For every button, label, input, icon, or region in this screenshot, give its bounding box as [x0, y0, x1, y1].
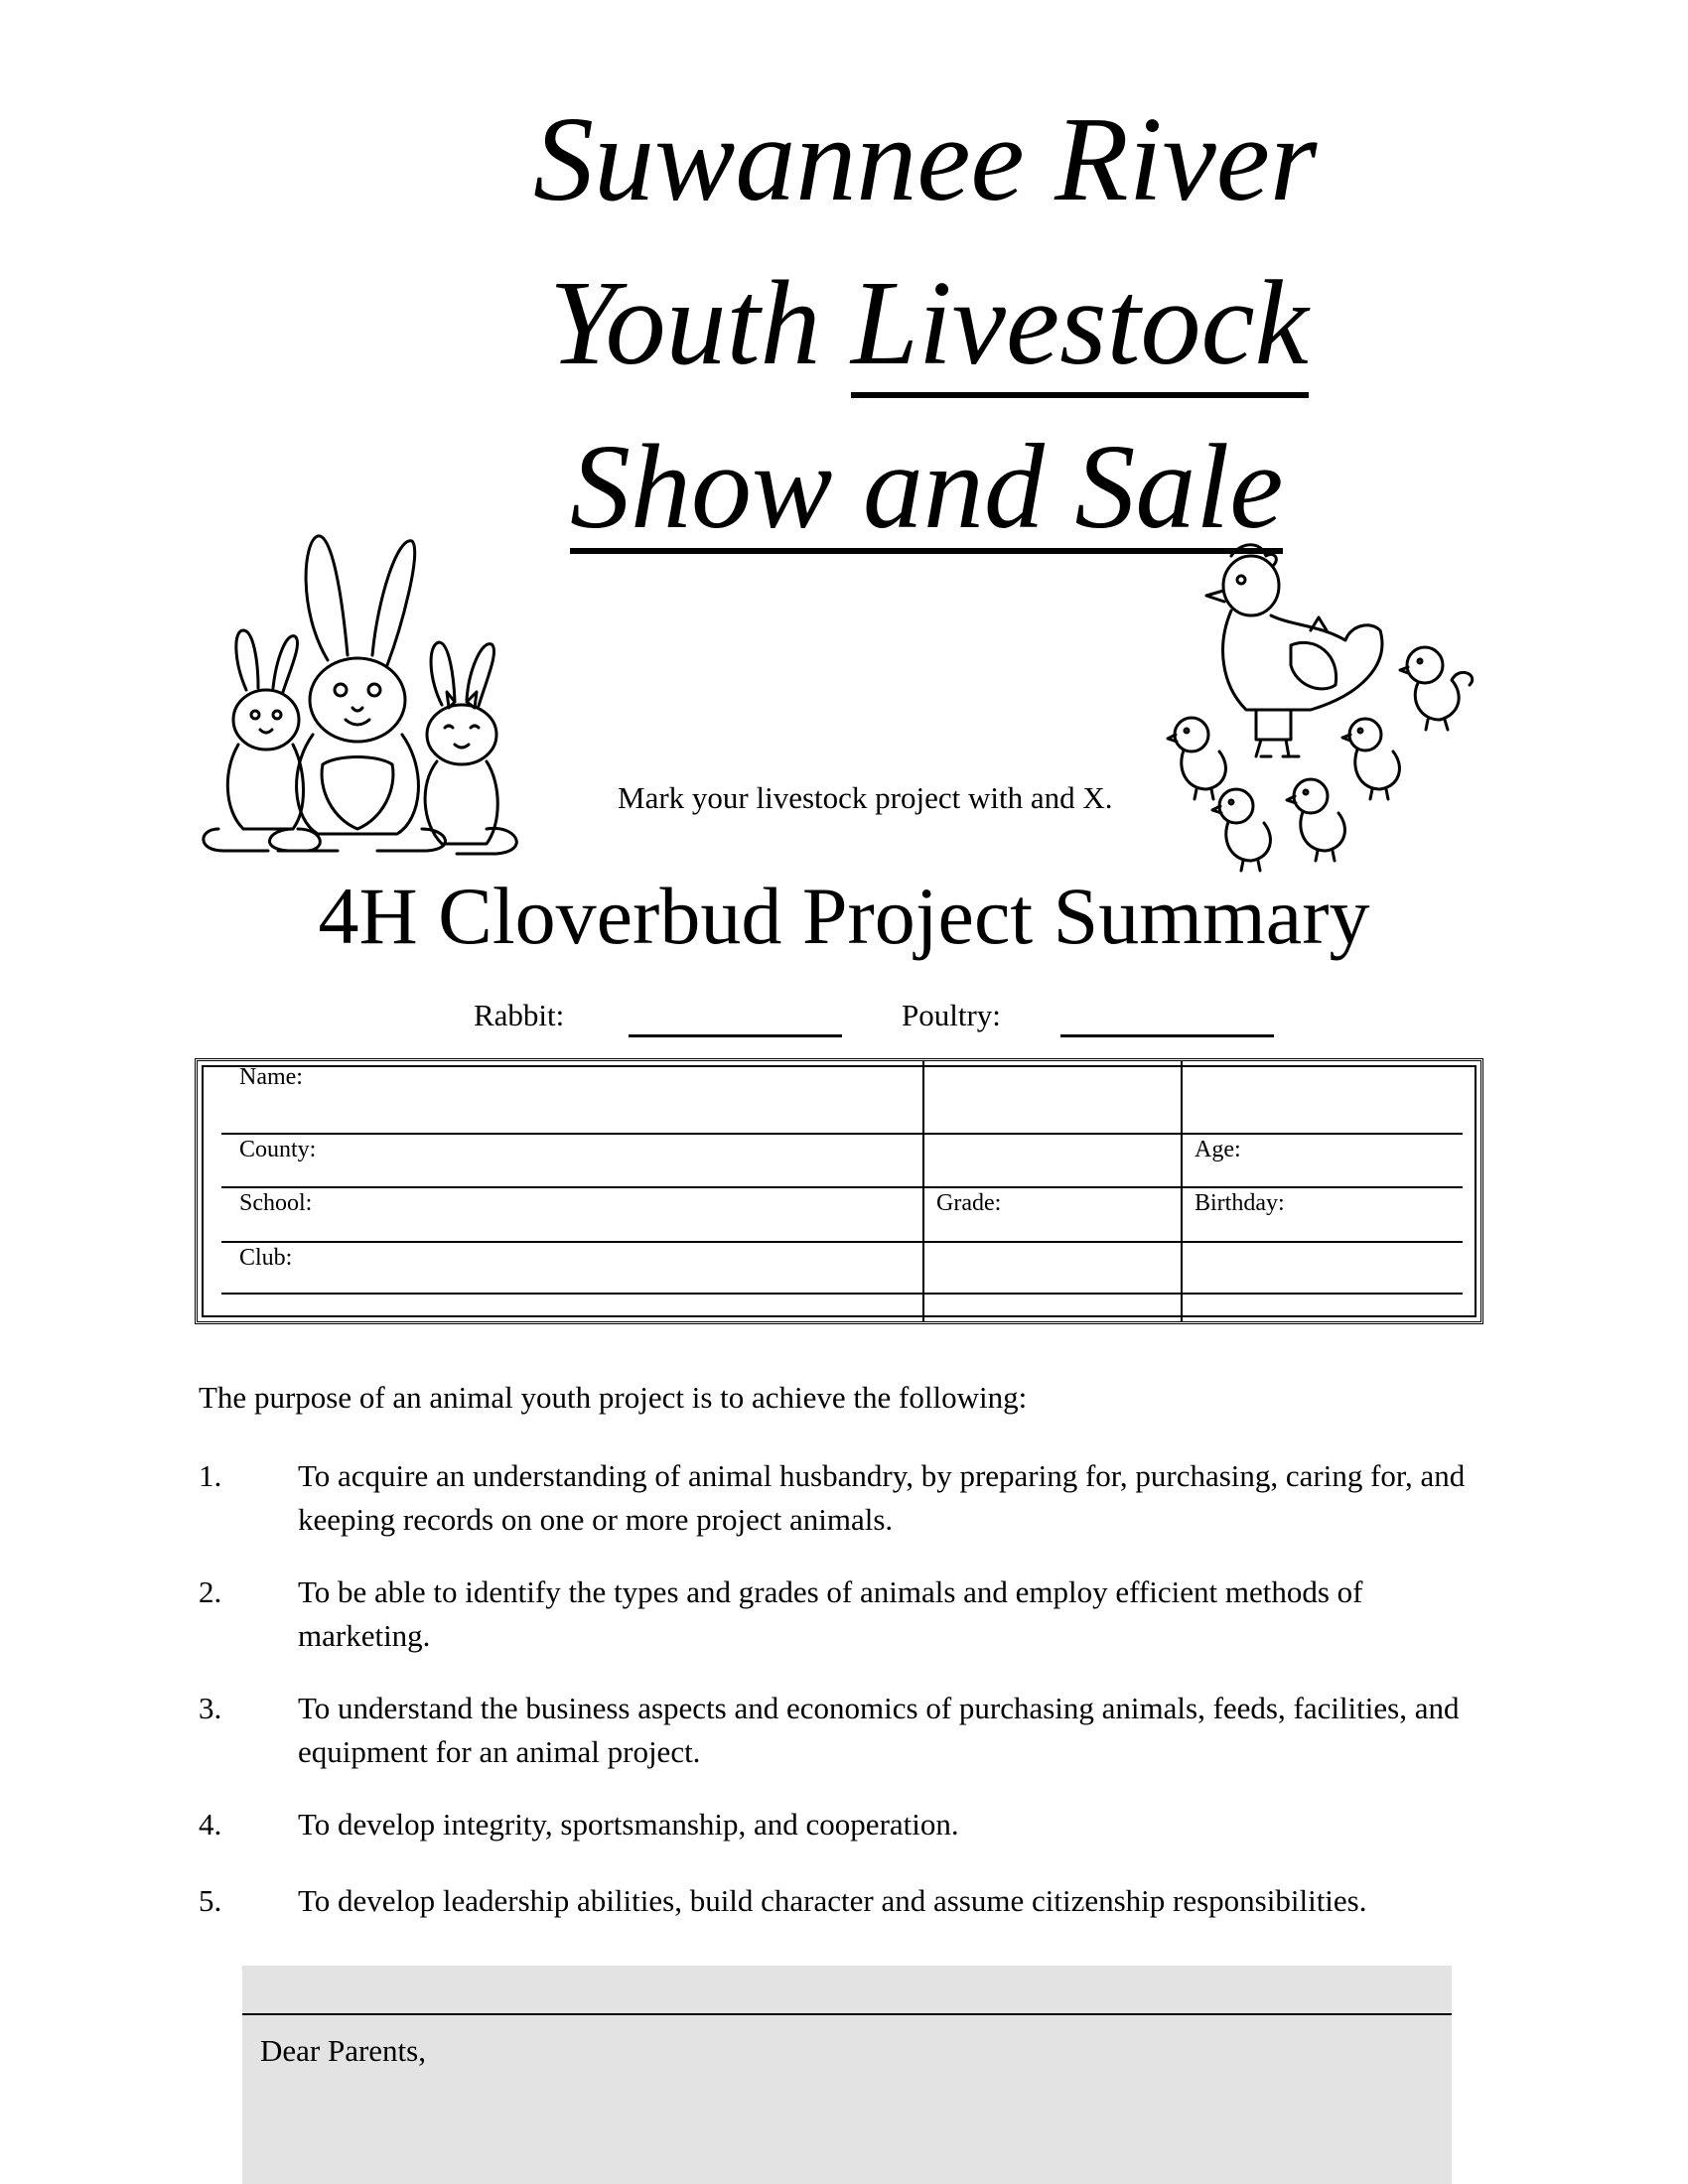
age-label: Age: — [1195, 1137, 1241, 1162]
goal-text: To develop leadership abilities, build character and assume citizenship responsibilities. — [298, 1883, 1367, 1918]
parents-box-rule — [242, 2013, 1452, 2015]
column-divider-1 — [922, 1061, 924, 1321]
name-field-line[interactable] — [221, 1133, 1463, 1135]
goal-number: 5. — [199, 1883, 222, 1918]
county-label: County: — [239, 1137, 317, 1162]
goal-number: 4. — [199, 1807, 222, 1842]
grade-label: Grade: — [936, 1190, 1002, 1216]
club-field-line[interactable] — [221, 1293, 1463, 1295]
school-label: School: — [239, 1190, 313, 1216]
name-label: Name: — [239, 1064, 303, 1090]
title-line-2-prefix: Youth — [549, 256, 852, 390]
goal-text: To be able to identify the types and grades of animals and employ efficient methods of marketing. — [298, 1574, 1363, 1653]
instruction-text: Mark your livestock project with and X. — [618, 780, 1113, 815]
goal-text: To understand the business aspects and economics of purchasing animals, feeds, facilities, and equipment for an animal project. — [298, 1691, 1460, 1769]
parents-letter-box — [242, 1966, 1452, 2184]
summary-title: 4H Cloverbud Project Summary — [318, 871, 1370, 961]
goal-text: To develop integrity, sportsmanship, and cooperation. — [298, 1807, 959, 1842]
goal-number: 3. — [199, 1691, 222, 1725]
column-divider-2 — [1181, 1061, 1183, 1321]
title-line-3: Show and Sale — [570, 420, 1284, 554]
goal-number: 2. — [199, 1574, 222, 1609]
goal-number: 1. — [199, 1458, 222, 1493]
goal-text: To acquire an understanding of animal husbandry, by preparing for, purchasing, caring for, and keeping records on one or more project animals. — [298, 1458, 1466, 1537]
rabbits-illustration — [199, 531, 606, 859]
title-line-1: Suwannee River — [533, 92, 1318, 226]
purpose-intro: The purpose of an animal youth project is to achieve the following: — [199, 1380, 1028, 1415]
county-field-line[interactable] — [221, 1186, 1463, 1188]
participant-info-form — [195, 1058, 1483, 1324]
chickens-illustration — [1162, 536, 1489, 879]
form-inner-border — [202, 1065, 1477, 1317]
club-label: Club: — [239, 1245, 293, 1271]
poultry-label: Poultry: — [902, 998, 1001, 1032]
birthday-label: Birthday: — [1195, 1190, 1285, 1216]
rabbit-mark-line[interactable] — [629, 1034, 842, 1037]
title-line-2-underlined: Livestock — [851, 256, 1309, 398]
title-line-2 — [549, 256, 1309, 390]
parents-greeting: Dear Parents, — [260, 2033, 426, 2068]
school-field-line[interactable] — [221, 1241, 1463, 1243]
poultry-mark-line[interactable] — [1060, 1034, 1274, 1037]
rabbit-label: Rabbit: — [474, 998, 565, 1032]
